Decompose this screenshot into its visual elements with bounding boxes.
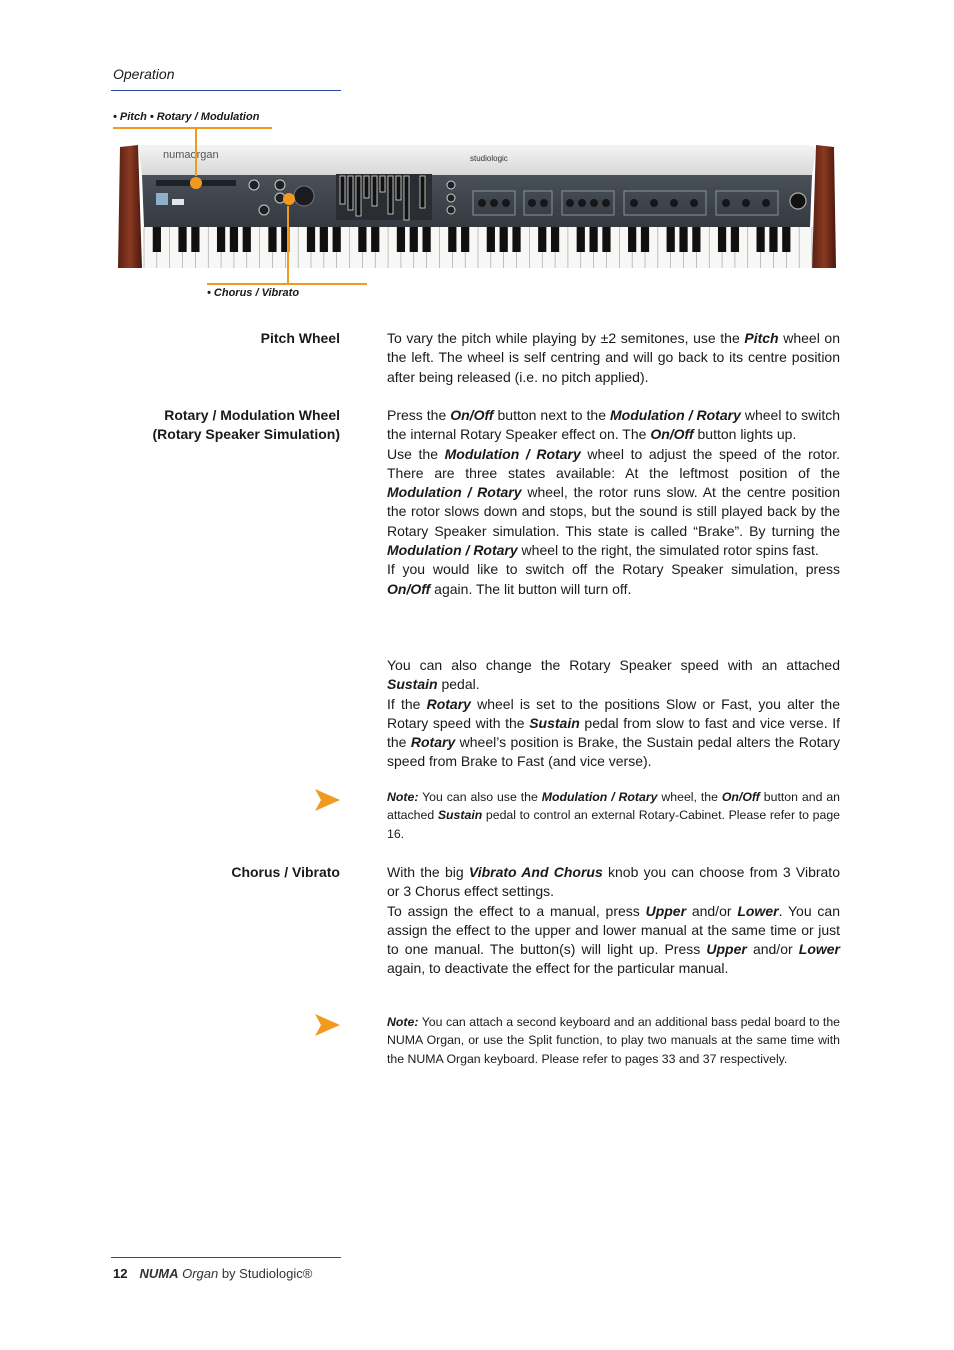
footer — [113, 1266, 312, 1281]
callout-chorus-vibrato: • Chorus / Vibrato — [207, 287, 300, 299]
numaorgan-logo: numaorgan — [163, 149, 219, 161]
footer-rule — [111, 1257, 341, 1258]
chorus-note: Note: You can attach a second keyboard and an additional bass pedal board to the NUMA Organ, or use the Split function, to play two manuals at the same time with the NUMA Organ keyboard. Please refer to pages 33 and 37 respectively. — [387, 1015, 840, 1066]
studiologic-logo: studiologic — [470, 154, 508, 163]
callout-lines — [0, 0, 954, 320]
chorus-vibrato-text: With the big Vibrato And Chorus knob you can choose from 3 Vibrato or 3 Chorus effect settings. To assign the effect to a manual, press Upper and/or Lower. You can assign the effect to the upper and lower manual at the same time or just to one manual. The button(s) will light up. Press Upper and/or Lower again, to deactivate the effect for the particular manual. — [387, 864, 840, 977]
pitch-wheel-text: To vary the pitch while playing by ±2 semitones, use the Pitch wheel on the left. The wheel is self centring and will go back to its centre position after being released (i.e. no pitch applied). — [387, 330, 841, 385]
callout-pitch-rotary: • Pitch • Rotary / Modulation — [113, 111, 260, 123]
label-rotary-wheel: Rotary / Modulation Wheel (Rotary Speaker Simulation) — [152, 407, 340, 443]
footer-brand: NUMA Organ by Studiologic® — [139, 1266, 313, 1281]
rotary-text: Press the On/Off button next to the Modulation / Rotary wheel to switch the internal Rotary Speaker effect on. The On/Off button lights up. Use the Modulation / Rotary wheel to adjust the speed of the rotor. There are three states available: At the leftmost position of the Modulation / Rotary wheel, the rotor runs slow. At the centre position the rotor slows down and stops, but the sound is still played back by the Rotary Speaker simulation. This state is called “Brake”. By turning the Modulation / Rotary wheel to the right, the simulated rotor spins fast. If you would like to switch off the Rotary Speaker simulation, press On/Off again. The lit button will turn off. — [387, 407, 840, 597]
page-number: 12 — [113, 1266, 128, 1281]
label-chorus-vibrato: Chorus / Vibrato — [231, 864, 340, 880]
rotary-sustain-text: You can also change the Rotary Speaker speed with an attached Sustain pedal. If the Rotary wheel is set to the positions Slow or Fast, you alter the Rotary speed with the Sustain pedal from slow to fast and vice verse. If the Rotary wheel’s position is Brake, the Sustain pedal alters the Rotary speed from Brake to Fast (and vice verse). — [387, 657, 841, 770]
rotary-note: Note: You can also use the Modulation / Rotary wheel, the On/Off button and an attached Sustain pedal to control an external Rotary-Cabinet. Please refer to page 16. — [387, 790, 841, 841]
note-arrow-icon — [312, 787, 342, 813]
section-title: Operation — [113, 66, 175, 82]
note-arrow-icon — [312, 1012, 342, 1038]
label-pitch-wheel: Pitch Wheel — [260, 330, 340, 346]
